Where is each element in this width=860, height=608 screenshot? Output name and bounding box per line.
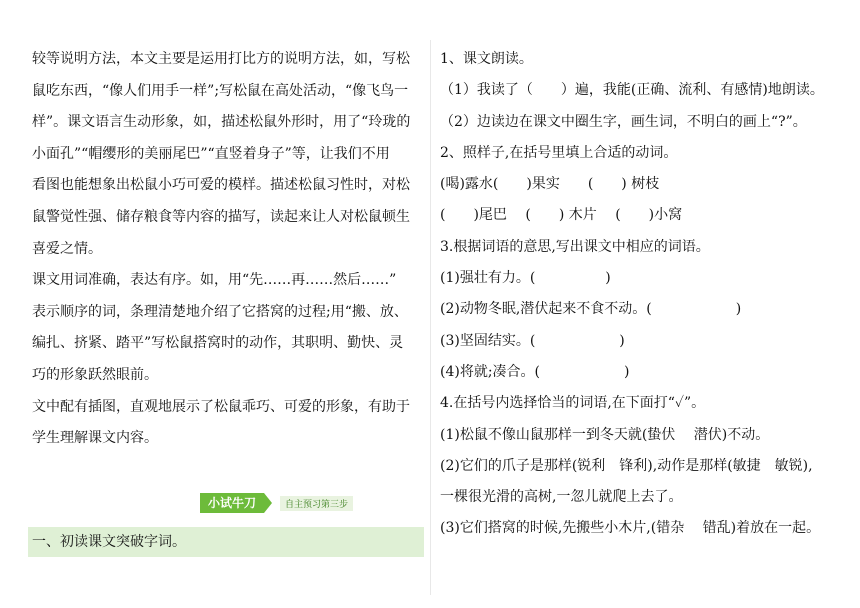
- text-line: 鼠吃东西，“像人们用手一样”;写松鼠在高处活动，“像飞鸟一: [32, 82, 409, 99]
- exercise-line: 4.在括号内选择恰当的词语,在下面打“✓”。: [440, 395, 706, 412]
- exercise-line: 一棵很光滑的高树,一忽儿就爬上去了。: [440, 489, 683, 506]
- exercise-line: (1)强壮有力。( ): [440, 270, 611, 287]
- right-column: [440, 44, 850, 545]
- left-column: [32, 44, 422, 455]
- exercise-line: (4)将就;凑合。( ): [440, 363, 630, 380]
- text-line: 喜爱之情。: [32, 240, 102, 257]
- exercise-line: (喝)露水( )果实 ( ) 树枝: [440, 176, 660, 193]
- text-line: 看图也能想象出松鼠小巧可爱的模样。描述松鼠习性时，对松: [32, 177, 410, 194]
- badge-arrow-icon: [264, 493, 272, 513]
- text-line: 巧的形象跃然眼前。: [32, 366, 158, 383]
- exercise-line: (2)动物冬眠,潜伏起来不食不动。( ): [440, 301, 742, 318]
- text-line: 鼠警觉性强、储存粮食等内容的描写，读起来让人对松鼠顿生: [32, 208, 410, 225]
- exercise-line: （2）边读边在课文中圈生字，画生词，不明白的画上“?”。: [440, 113, 807, 130]
- section-badge: [200, 493, 353, 513]
- exercise-line: (2)它们的爪子是那样(锐利 锋利),动作是那样(敏捷 敏锐),: [440, 457, 813, 474]
- text-line: 小面孔”“帽缨形的美丽尾巴”“直竖着身子”等，让我们不用: [32, 145, 390, 162]
- exercise-line: 1、课文朗读。: [440, 51, 533, 67]
- badge-subtitle: 自主预习第三步: [280, 496, 353, 511]
- text-line: 表示顺序的词，条理清楚地介绍了它搭窝的过程;用“搬、放、: [32, 303, 408, 320]
- text-line: 课文用词准确，表达有序。如，用“先……再……然后……”: [32, 272, 397, 289]
- exercise-line: 2、照样子,在括号里填上合适的动词。: [440, 144, 678, 161]
- section-heading: 一、初读课文突破字词。: [28, 527, 424, 557]
- exercise-line: (3)它们搭窝的时候,先搬些小木片,(错杂 错乱)着放在一起。: [440, 520, 821, 537]
- exercise-line: （1）我读了（ ）遍，我能(正确、流利、有感情)地朗读。: [440, 82, 824, 99]
- exercise-line: (3)坚固结实。( ): [440, 332, 625, 349]
- exercise-line: ( )尾巴 ( ) 木片 ( )小窝: [440, 207, 683, 224]
- exercise-line: (1)松鼠不像山鼠那样一到冬天就(蛰伏 潜伏)不动。: [440, 426, 770, 443]
- text-line: 学生理解课文内容。: [32, 430, 158, 447]
- badge-title: 小试牛刀: [200, 493, 264, 513]
- text-line: 样”。课文语言生动形象，如，描述松鼠外形时，用了“玲珑的: [32, 114, 411, 131]
- column-divider: [430, 40, 431, 595]
- text-line: 较等说明方法，本文主要是运用打比方的说明方法，如，写松: [32, 51, 410, 67]
- text-line: 编扎、挤紧、踏平”写松鼠搭窝时的动作，其职明、勤快、灵: [32, 335, 404, 352]
- text-line: 文中配有插图，直观地展示了松鼠乖巧、可爱的形象，有助于: [32, 398, 410, 415]
- exercise-line: 3.根据词语的意思,写出课文中相应的词语。: [440, 238, 710, 255]
